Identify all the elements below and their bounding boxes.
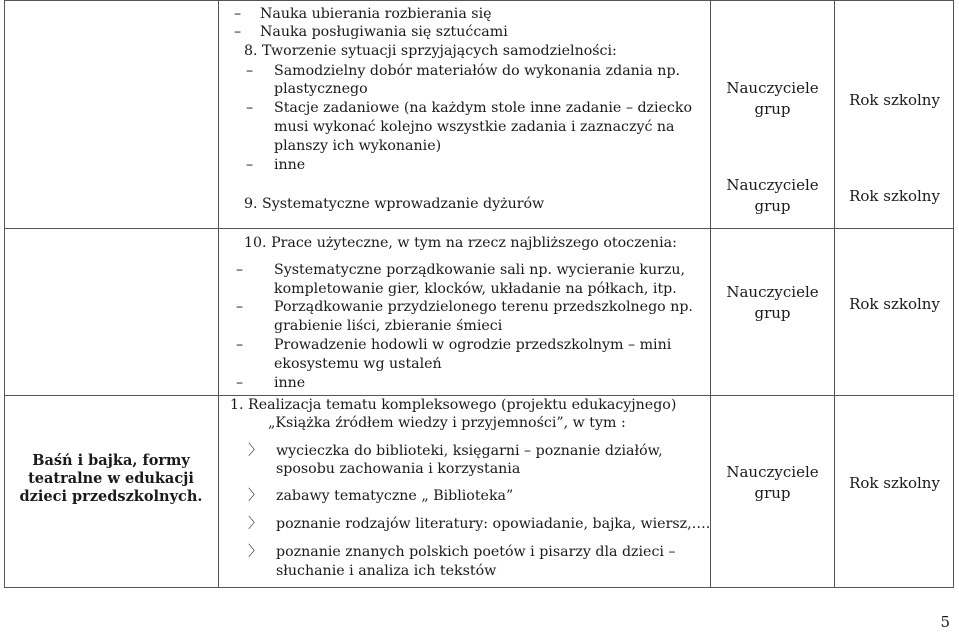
page-number: 5 xyxy=(940,613,950,631)
responsible-text xyxy=(711,282,834,324)
item-1: 1. Realizacja tematu kompleksowego (projektu edukacyjnego) xyxy=(230,397,677,413)
responsible-line: Nauczyciele xyxy=(726,283,819,301)
dash-bullet: – xyxy=(234,24,242,40)
activity-line: plastycznego xyxy=(274,81,368,97)
activity-line: Systematyczne porządkowanie sali np. wycieranie kurzu, xyxy=(274,262,686,278)
activity-line: wycieczka do biblioteki, księgarni – poznanie działów, xyxy=(276,443,663,459)
arrow-bullet: 〉 xyxy=(248,544,263,560)
activity-line: sposobu zachowania i korzystania xyxy=(276,461,521,477)
activity-line: słuchanie i analiza ich tekstów xyxy=(276,563,497,579)
dash-bullet: – xyxy=(246,100,254,116)
activity-line: poznanie znanych polskich poetów i pisarzy dla dzieci – xyxy=(276,544,676,560)
dash-bullet: – xyxy=(246,63,254,79)
item-10: 10. Prace użyteczne, w tym na rzecz najbliższego otoczenia: xyxy=(244,235,677,251)
item-8: 8. Tworzenie sytuacji sprzyjających samodzielności: xyxy=(244,43,617,59)
responsible-line: Nauczyciele xyxy=(726,176,819,194)
activity-line: planszy ich wykonanie) xyxy=(274,138,442,154)
activity-line: ekosystemu wg ustaleń xyxy=(274,356,442,372)
activity-line: Porządkowanie przydzielonego terenu przedszkolnego np. xyxy=(274,299,693,315)
term-text: Rok szkolny xyxy=(849,187,940,205)
dash-bullet: – xyxy=(236,337,244,353)
column-divider xyxy=(218,0,219,588)
item-1-subtitle: „Książka źródłem wiedzy i przyjemności”, w tym : xyxy=(268,415,626,431)
term-text: Rok szkolny xyxy=(849,474,940,492)
dash-bullet: – xyxy=(246,157,254,173)
term-text: Rok szkolny xyxy=(849,91,940,109)
activity-line: grabienie liści, zbieranie śmieci xyxy=(274,318,503,334)
activity-line: kompletowanie gier, klocków, układanie na półkach, itp. xyxy=(274,281,677,297)
responsible-line: grup xyxy=(754,484,791,502)
responsible-line: grup xyxy=(754,197,791,215)
term-text: Rok szkolny xyxy=(849,295,940,313)
item-9: 9. Systematyczne wprowadzanie dyżurów xyxy=(244,196,545,212)
dash-bullet: – xyxy=(236,299,244,315)
activity-line: zabawy tematyczne „ Biblioteka” xyxy=(276,488,514,504)
dash-bullet: – xyxy=(234,6,242,22)
activity-line: musi wykonać kolejno wszystkie zadania i zaznaczyć na xyxy=(274,119,675,135)
responsible-line: grup xyxy=(754,304,791,322)
arrow-bullet: 〉 xyxy=(248,516,263,532)
dash-bullet: – xyxy=(236,375,244,391)
responsible-text xyxy=(711,78,834,120)
activity-line: poznanie rodzajów literatury: opowiadanie, bajka, wiersz,…. xyxy=(276,516,711,532)
activity-line: Prowadzenie hodowli w ogrodzie przedszkolnym – mini xyxy=(274,337,672,353)
row-divider xyxy=(4,228,954,229)
activity-line: Samodzielny dobór materiałów do wykonania zdania np. xyxy=(274,63,681,79)
responsible-line: Nauczyciele xyxy=(726,463,819,481)
activity-line: inne xyxy=(274,157,306,173)
activity-line: inne xyxy=(274,375,306,391)
responsible-line: Nauczyciele xyxy=(726,79,819,97)
activity-line: Nauka ubierania rozbierania się xyxy=(260,6,492,22)
responsible-text xyxy=(711,175,834,217)
arrow-bullet: 〉 xyxy=(248,443,263,459)
arrow-bullet: 〉 xyxy=(248,488,263,504)
activity-line: Nauka posługiwania się sztućcami xyxy=(260,24,508,40)
section-title: Baśń i bajka, formy teatralne w edukacji dzieci przedszkolnych. xyxy=(19,452,203,505)
activity-line: Stacje zadaniowe (na każdym stole inne zadanie – dziecko xyxy=(274,100,693,116)
responsible-line: grup xyxy=(754,100,791,118)
dash-bullet: – xyxy=(236,262,244,278)
responsible-text xyxy=(711,462,834,504)
